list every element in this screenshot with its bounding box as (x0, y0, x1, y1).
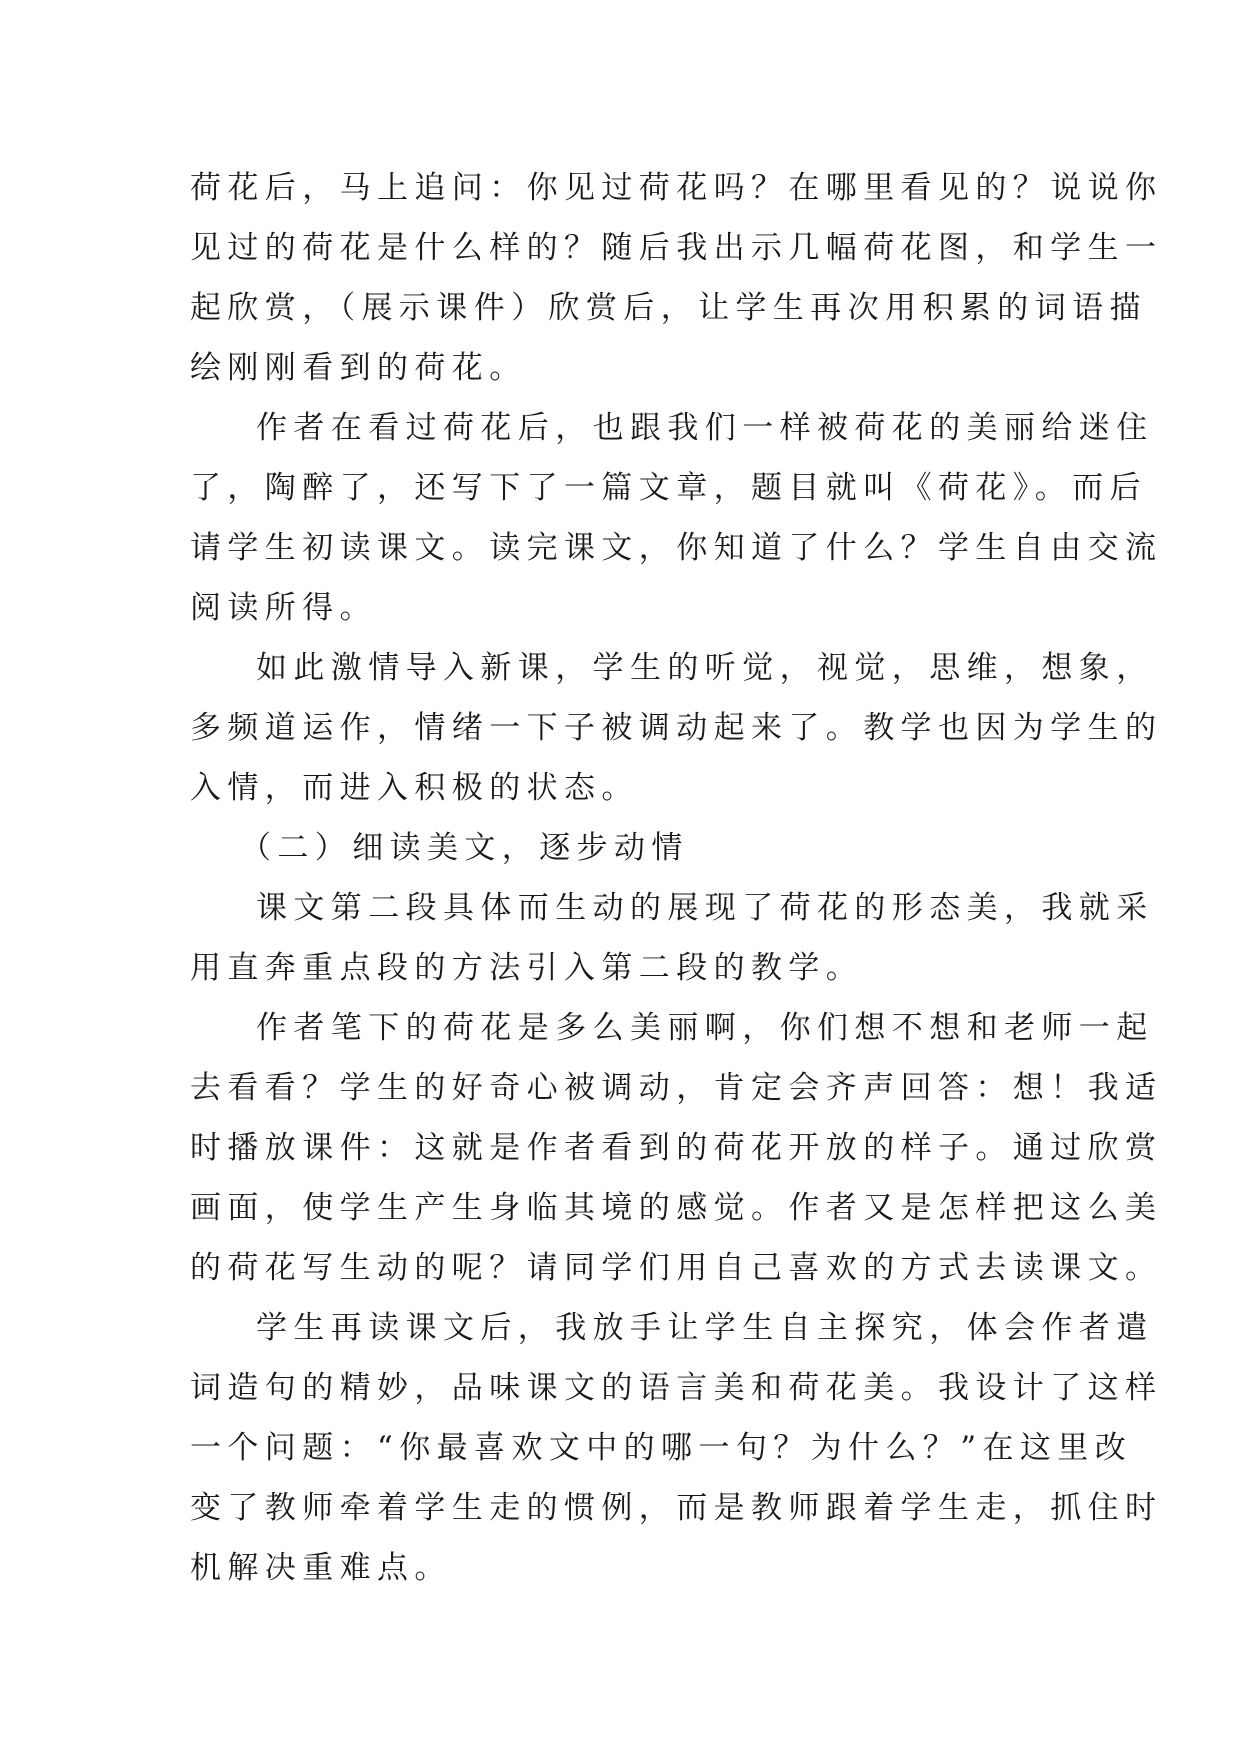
paragraph-line: 变了教师牵着学生走的惯例，而是教师跟着学生走，抓住时 (190, 1490, 1163, 1526)
paragraph-line: 请学生初读课文。读完课文，你知道了什么？学生自由交流 (190, 530, 1163, 566)
paragraph-line: 多频道运作，情绪一下子被调动起来了。教学也因为学生的 (190, 710, 1163, 746)
document-body (190, 158, 1163, 1598)
paragraph-line: 阅读所得。 (190, 590, 377, 626)
paragraph-line: 学生再读课文后，我放手让学生自主探究，体会作者遣 (256, 1310, 1154, 1346)
paragraph-line: 时播放课件：这就是作者看到的荷花开放的样子。通过欣赏 (190, 1130, 1163, 1166)
paragraph-line: 荷花后，马上追问：你见过荷花吗？在哪里看见的？说说你 (190, 170, 1163, 206)
paragraph-line: 如此激情导入新课，学生的听觉，视觉，思维，想象， (256, 650, 1154, 686)
paragraph-line: 了，陶醉了，还写下了一篇文章，题目就叫《荷花》。而后 (190, 470, 1147, 506)
paragraph-line: 的荷花写生动的呢？请同学们用自己喜欢的方式去读课文。 (190, 1250, 1163, 1286)
paragraph-line: 画面，使学生产生身临其境的感觉。作者又是怎样把这么美 (190, 1190, 1163, 1226)
paragraph-line: 课文第二段具体而生动的展现了荷花的形态美，我就采 (256, 890, 1154, 926)
paragraph-line: 机解决重难点。 (190, 1550, 452, 1586)
paragraph-line: 作者笔下的荷花是多么美丽啊，你们想不想和老师一起 (256, 1010, 1154, 1046)
paragraph-line: 入情，而进入积极的状态。 (190, 770, 639, 806)
paragraph-line: 起欣赏，（展示课件）欣赏后，让学生再次用积累的词语描 (190, 290, 1147, 326)
paragraph-line: 作者在看过荷花后，也跟我们一样被荷花的美丽给迷住 (256, 410, 1154, 446)
paragraph-line: 一个问题：“你最喜欢文中的哪一句？为什么？”在这里改 (190, 1430, 1133, 1466)
paragraph-line: 绘刚刚看到的荷花。 (190, 350, 527, 386)
paragraph-line: 用直奔重点段的方法引入第二段的教学。 (190, 950, 864, 986)
paragraph-line: 见过的荷花是什么样的？随后我出示几幅荷花图，和学生一 (190, 230, 1163, 266)
paragraph-line: 去看看？学生的好奇心被调动，肯定会齐声回答：想！我适 (190, 1070, 1163, 1106)
paragraph-line: 词造句的精妙，品味课文的语言美和荷花美。我设计了这样 (190, 1370, 1163, 1406)
section-heading: （二）细读美文，逐步动情 (240, 830, 689, 866)
